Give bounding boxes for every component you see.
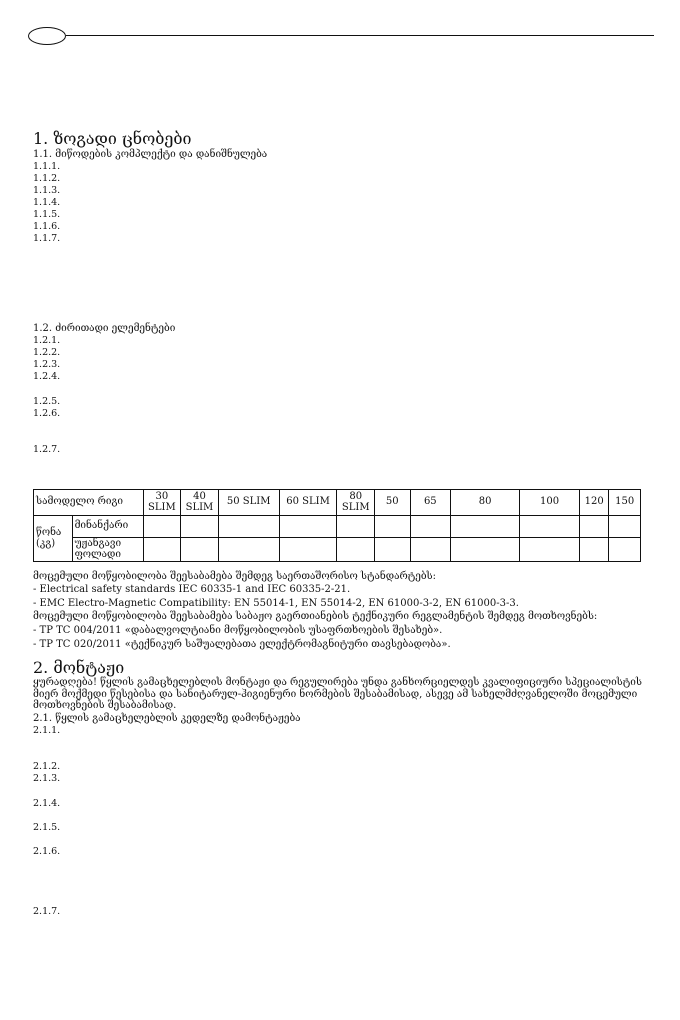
compliance-line: - Electrical safety standards IEC 60335-1 and IEC 60335-2-21. xyxy=(33,584,351,595)
item-1-2-6: 1.2.6. xyxy=(33,408,61,419)
compliance-line: მოცემული მოწყობილობა შეესაბამება შემდეგ საერთაშორისო სტანდარტებს: xyxy=(33,571,436,582)
model-col: 65 xyxy=(410,490,451,516)
item-1-2-7: 1.2.7. xyxy=(33,444,61,455)
section-1-title: 1. ზოგადი ცნობები xyxy=(33,129,192,148)
table-row xyxy=(34,538,641,562)
item-1-1-7: 1.1.7. xyxy=(33,233,61,244)
item-1-2-4: 1.2.4. xyxy=(33,371,61,382)
model-col: 50 SLIM xyxy=(218,490,279,516)
item-1-2-5: 1.2.5. xyxy=(33,396,61,407)
item-1-1-4: 1.1.4. xyxy=(33,197,61,208)
item-1-1-1: 1.1.1. xyxy=(33,161,61,172)
table-cell xyxy=(279,516,337,538)
item-1-1-2: 1.1.2. xyxy=(33,173,61,184)
item-1-2-3: 1.2.3. xyxy=(33,359,61,370)
table-cell xyxy=(337,538,375,562)
table-cell xyxy=(279,538,337,562)
table-cell xyxy=(410,516,451,538)
item-1-2-2: 1.2.2. xyxy=(33,347,61,358)
table-cell xyxy=(609,538,641,562)
item-2-1-2: 2.1.2. xyxy=(33,761,61,772)
model-col: 80 SLIM xyxy=(337,490,375,516)
model-col: 120 xyxy=(580,490,609,516)
table-cell xyxy=(143,538,181,562)
item-2-1-6: 2.1.6. xyxy=(33,846,61,857)
model-series-header: სამოდელო რიგი xyxy=(34,490,144,516)
table-cell xyxy=(143,516,181,538)
table-header-row xyxy=(34,490,641,516)
item-1-1-6: 1.1.6. xyxy=(33,221,61,232)
table-row xyxy=(34,516,641,538)
table-cell xyxy=(375,538,411,562)
table-cell xyxy=(410,538,451,562)
subsection-2-1-title: 2.1. წყლის გამაცხელებლის კედელზე დამონტაჟება xyxy=(33,713,301,724)
table-cell xyxy=(520,516,580,538)
item-2-1-3: 2.1.3. xyxy=(33,773,61,784)
item-1-1-5: 1.1.5. xyxy=(33,209,61,220)
item-2-1-7: 2.1.7. xyxy=(33,906,61,917)
weight-table xyxy=(33,489,641,562)
header-rule xyxy=(66,35,654,36)
table-cell xyxy=(218,538,279,562)
table-cell xyxy=(181,516,219,538)
compliance-line: - TP TC 004/2011 «დაბალვოლტიანი მოწყობილობის უსაფრთხოების შესახებ». xyxy=(33,625,443,636)
subsection-1-1-title: 1.1. მიწოდების კომპლექტი და დანიშნულება xyxy=(33,149,268,160)
table-cell xyxy=(218,516,279,538)
compliance-line: - EMC Electro-Magnetic Compatibility: EN 55014-1, EN 55014-2, EN 61000-3-2, EN 61000-3-3. xyxy=(33,598,519,609)
table-cell xyxy=(375,516,411,538)
item-1-1-3: 1.1.3. xyxy=(33,185,61,196)
table-cell xyxy=(580,516,609,538)
model-col: 40 SLIM xyxy=(181,490,219,516)
item-2-1-1: 2.1.1. xyxy=(33,725,61,736)
compliance-line: - TP TC 020/2011 «ტექნიკურ საშუალებათა ელექტრომაგნიტური თავსებადობა». xyxy=(33,639,451,650)
model-col: 80 xyxy=(451,490,520,516)
model-col: 30 SLIM xyxy=(143,490,181,516)
model-col: 150 xyxy=(609,490,641,516)
table-cell xyxy=(451,538,520,562)
subsection-1-2-title: 1.2. ძირითადი ელემენტები xyxy=(33,323,176,334)
compliance-line: მოცემული მოწყობილობა შეესაბამება საბაჟო გაერთიანების ტექნიკური რეგლამენტის შემდეგ მოთხოვნებს: xyxy=(33,611,598,622)
item-2-1-4: 2.1.4. xyxy=(33,798,61,809)
table-cell xyxy=(609,516,641,538)
row-label-stainless: უჟანგავი ფოლადი xyxy=(72,538,143,562)
model-col: 60 SLIM xyxy=(279,490,337,516)
table-cell xyxy=(520,538,580,562)
section-2-title: 2. მონტაჟი xyxy=(33,658,125,677)
table-cell xyxy=(451,516,520,538)
model-col: 50 xyxy=(375,490,411,516)
attention-paragraph: ყურადღება! წყლის გამაცხელებლის მონტაჟი და რეგულირება უნდა განხორციელდეს კვალიფიციური სპეციალისტის მიერ მოქმედი წესებისა და სანიტარულ-ჰიგიენური ნორმების შესაბამისად, ასევე ამ სახელმძღვანელოში მოცემული მოთხოვნების შესაბამისად. xyxy=(33,677,642,712)
row-label-enamel: მინანქარი xyxy=(72,516,143,538)
item-1-2-1: 1.2.1. xyxy=(33,335,61,346)
page-number-oval xyxy=(28,27,66,45)
table-cell xyxy=(181,538,219,562)
table-cell xyxy=(337,516,375,538)
model-col: 100 xyxy=(520,490,580,516)
table-cell xyxy=(580,538,609,562)
item-2-1-5: 2.1.5. xyxy=(33,822,61,833)
weight-label: წონა (კგ) xyxy=(34,516,73,562)
